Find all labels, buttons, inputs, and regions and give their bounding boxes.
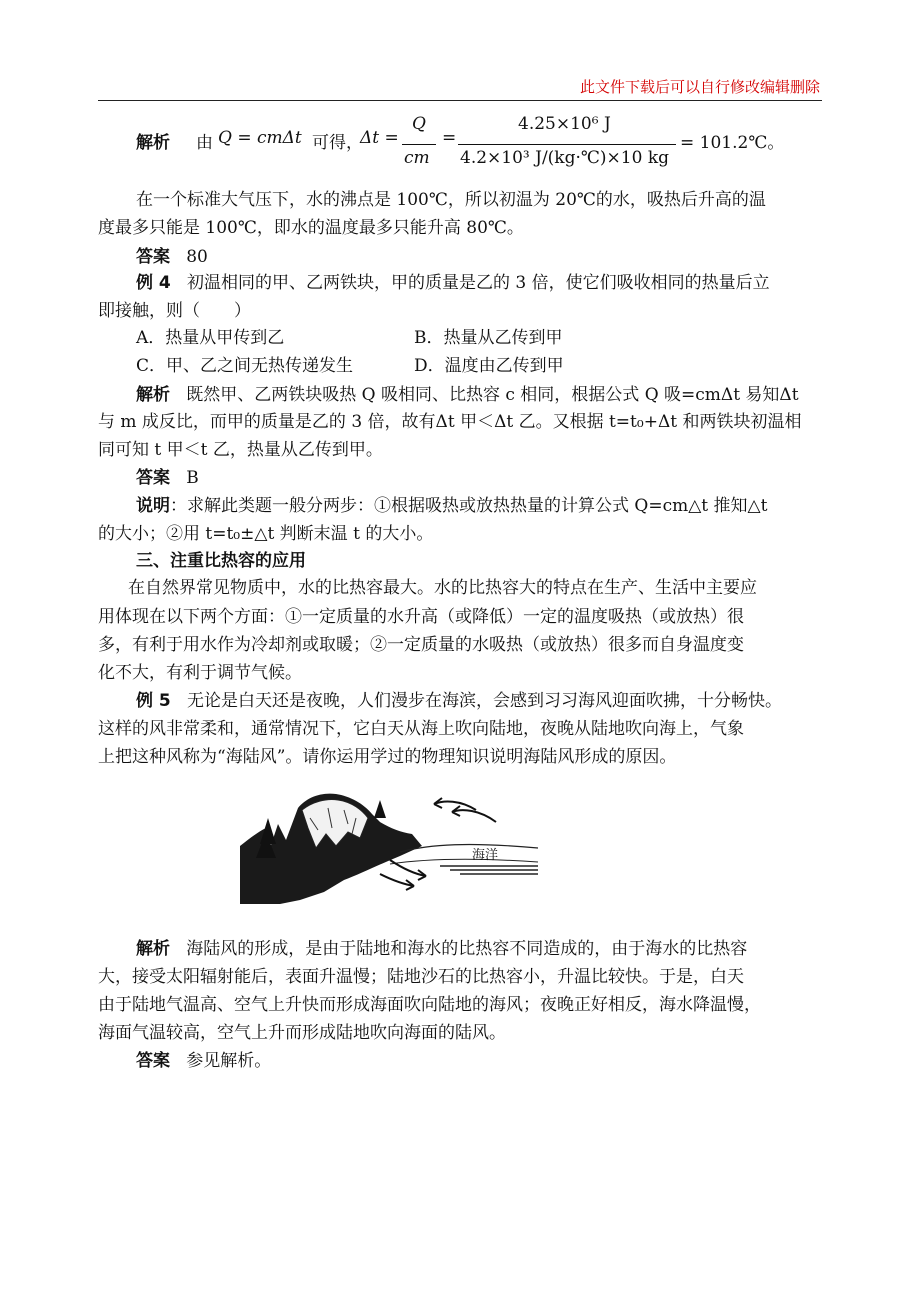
ex5-label: 例 5 xyxy=(136,691,171,711)
answer5-value: 参见解析。 xyxy=(186,1051,272,1071)
formula-result: = 101.2℃。 xyxy=(680,133,785,153)
ex5-line-1 xyxy=(98,687,822,716)
fraction1-bar xyxy=(402,144,436,145)
answer5-label: 答案 xyxy=(136,1051,170,1071)
analysis5-line-2: 大，接受太阳辐射能后，表面升温慢；陆地沙石的比热容小，升温比较快。于是，白天 xyxy=(98,967,744,987)
formula-can-get: 可得， xyxy=(312,133,363,153)
analysis4-line-1 xyxy=(98,381,822,410)
option-a: A．热量从甲传到乙 xyxy=(136,328,285,348)
fraction1-numerator: Q xyxy=(412,114,426,134)
ex5-line-3: 上把这种风称为“海陆风”。请你运用学过的物理知识说明海陆风形成的原因。 xyxy=(98,747,677,767)
boil-line-2: 度最多只能是 100℃，即水的温度最多只能升高 80℃。 xyxy=(98,218,524,238)
fraction2-bar xyxy=(458,144,676,145)
sea-water xyxy=(440,866,538,874)
header-note: 此文件下载后可以自行修改编辑删除 xyxy=(579,78,820,96)
water-line-4: 化不大，有利于调节气候。 xyxy=(98,663,302,683)
analysis4-text-1: 既然甲、乙两铁块吸热 Q 吸相同、比热容 c 相同，根据公式 Q 吸=cmΔt 易知Δt xyxy=(186,385,799,405)
answer3 xyxy=(98,243,822,272)
fraction2-numerator: 4.25×10⁶ J xyxy=(518,114,611,134)
answer4-value: B xyxy=(186,468,199,488)
water-line-2: 用体现在以下两个方面：①一定质量的水升高（或降低）一定的温度吸热（或放热）很 xyxy=(98,607,744,627)
answer4 xyxy=(98,464,822,493)
tree-icon xyxy=(374,800,386,818)
water-line-3: 多，有利于用水作为冷却剂或取暖；②一定质量的水吸热（或放热）很多而自身温度变 xyxy=(98,635,744,655)
sea-label: 海洋 xyxy=(472,848,499,863)
note-line-2: 的大小；②用 t=t₀±△t 判断末温 t 的大小。 xyxy=(98,524,434,544)
ex4-text-1: 初温相同的甲、乙两铁块，甲的质量是乙的 3 倍，使它们吸收相同的热量后立 xyxy=(186,273,770,293)
analysis4-line-2: 与 m 成反比，而甲的质量是乙的 3 倍，故有Δt 甲＜Δt 乙。又根据 t=t₀+Δt 和两铁块初温相 xyxy=(98,412,802,432)
wind-arrow-icon xyxy=(390,860,426,876)
page-header xyxy=(98,72,822,101)
option-d: D．温度由乙传到甲 xyxy=(414,356,564,376)
ex4-line-2: 即接触，则（ ） xyxy=(98,301,251,321)
option-c: C．甲、乙之间无热传递发生 xyxy=(136,356,354,376)
section-title: 三、注重比热容的应用 xyxy=(136,551,306,571)
ex5-line-2: 这样的风非常柔和，通常情况下，它白天从海上吹向陆地，夜晚从陆地吹向海上，气象 xyxy=(98,719,744,739)
ex4-line-1 xyxy=(98,269,822,298)
analysis5-label: 解析 xyxy=(136,939,170,959)
boil-line-1: 在一个标准大气压下，水的沸点是 100℃，所以初温为 20℃的水，吸热后升高的温 xyxy=(136,190,766,210)
answer4-label: 答案 xyxy=(136,468,170,488)
fraction2-denominator: 4.2×10³ J/(kg·℃)×10 kg xyxy=(460,148,670,168)
formula-lhs: Δt = xyxy=(360,128,399,148)
ex5-text-1: 无论是白天还是夜晚，人们漫步在海滨，会感到习习海风迎面吹拂，十分畅快。 xyxy=(186,691,782,711)
note-line-1 xyxy=(98,492,822,521)
formula-eq1: Q = cmΔt xyxy=(218,128,302,148)
formula-block xyxy=(136,114,826,174)
water-line-1: 在自然界常见物质中，水的比热容最大。水的比热容大的特点在生产、生活中主要应 xyxy=(128,578,757,598)
wind-arrow-icon xyxy=(380,874,414,886)
note-label: 说明 xyxy=(136,496,170,516)
analysis5-line-4: 海面气温较高，空气上升而形成陆地吹向海面的陆风。 xyxy=(98,1023,506,1043)
answer5 xyxy=(98,1047,822,1076)
formula-intro: 由 xyxy=(196,133,213,153)
answer3-value: 80 xyxy=(186,247,208,267)
answer3-label: 答案 xyxy=(136,247,170,267)
analysis4-line-3: 同可知 t 甲＜t 乙，热量从乙传到甲。 xyxy=(98,440,383,460)
analysis4-label: 解析 xyxy=(136,385,170,405)
analysis-label: 解析 xyxy=(136,133,170,153)
note-text-1: ：求解此类题一般分两步：①根据吸热或放热热量的计算公式 Q=cm△t 推知△t xyxy=(170,496,768,516)
option-b: B．热量从乙传到甲 xyxy=(414,328,563,348)
ex4-label: 例 4 xyxy=(136,273,171,293)
analysis5-line-3: 由于陆地气温高、空气上升快而形成海面吹向陆地的海风；夜晚正好相反，海水降温慢， xyxy=(98,995,761,1015)
analysis5-text-1: 海陆风的形成，是由于陆地和海水的比热容不同造成的，由于海水的比热容 xyxy=(186,939,748,959)
formula-equals: = xyxy=(442,128,457,148)
fraction1-denominator: cm xyxy=(404,148,430,168)
analysis5-line-1 xyxy=(98,935,822,964)
